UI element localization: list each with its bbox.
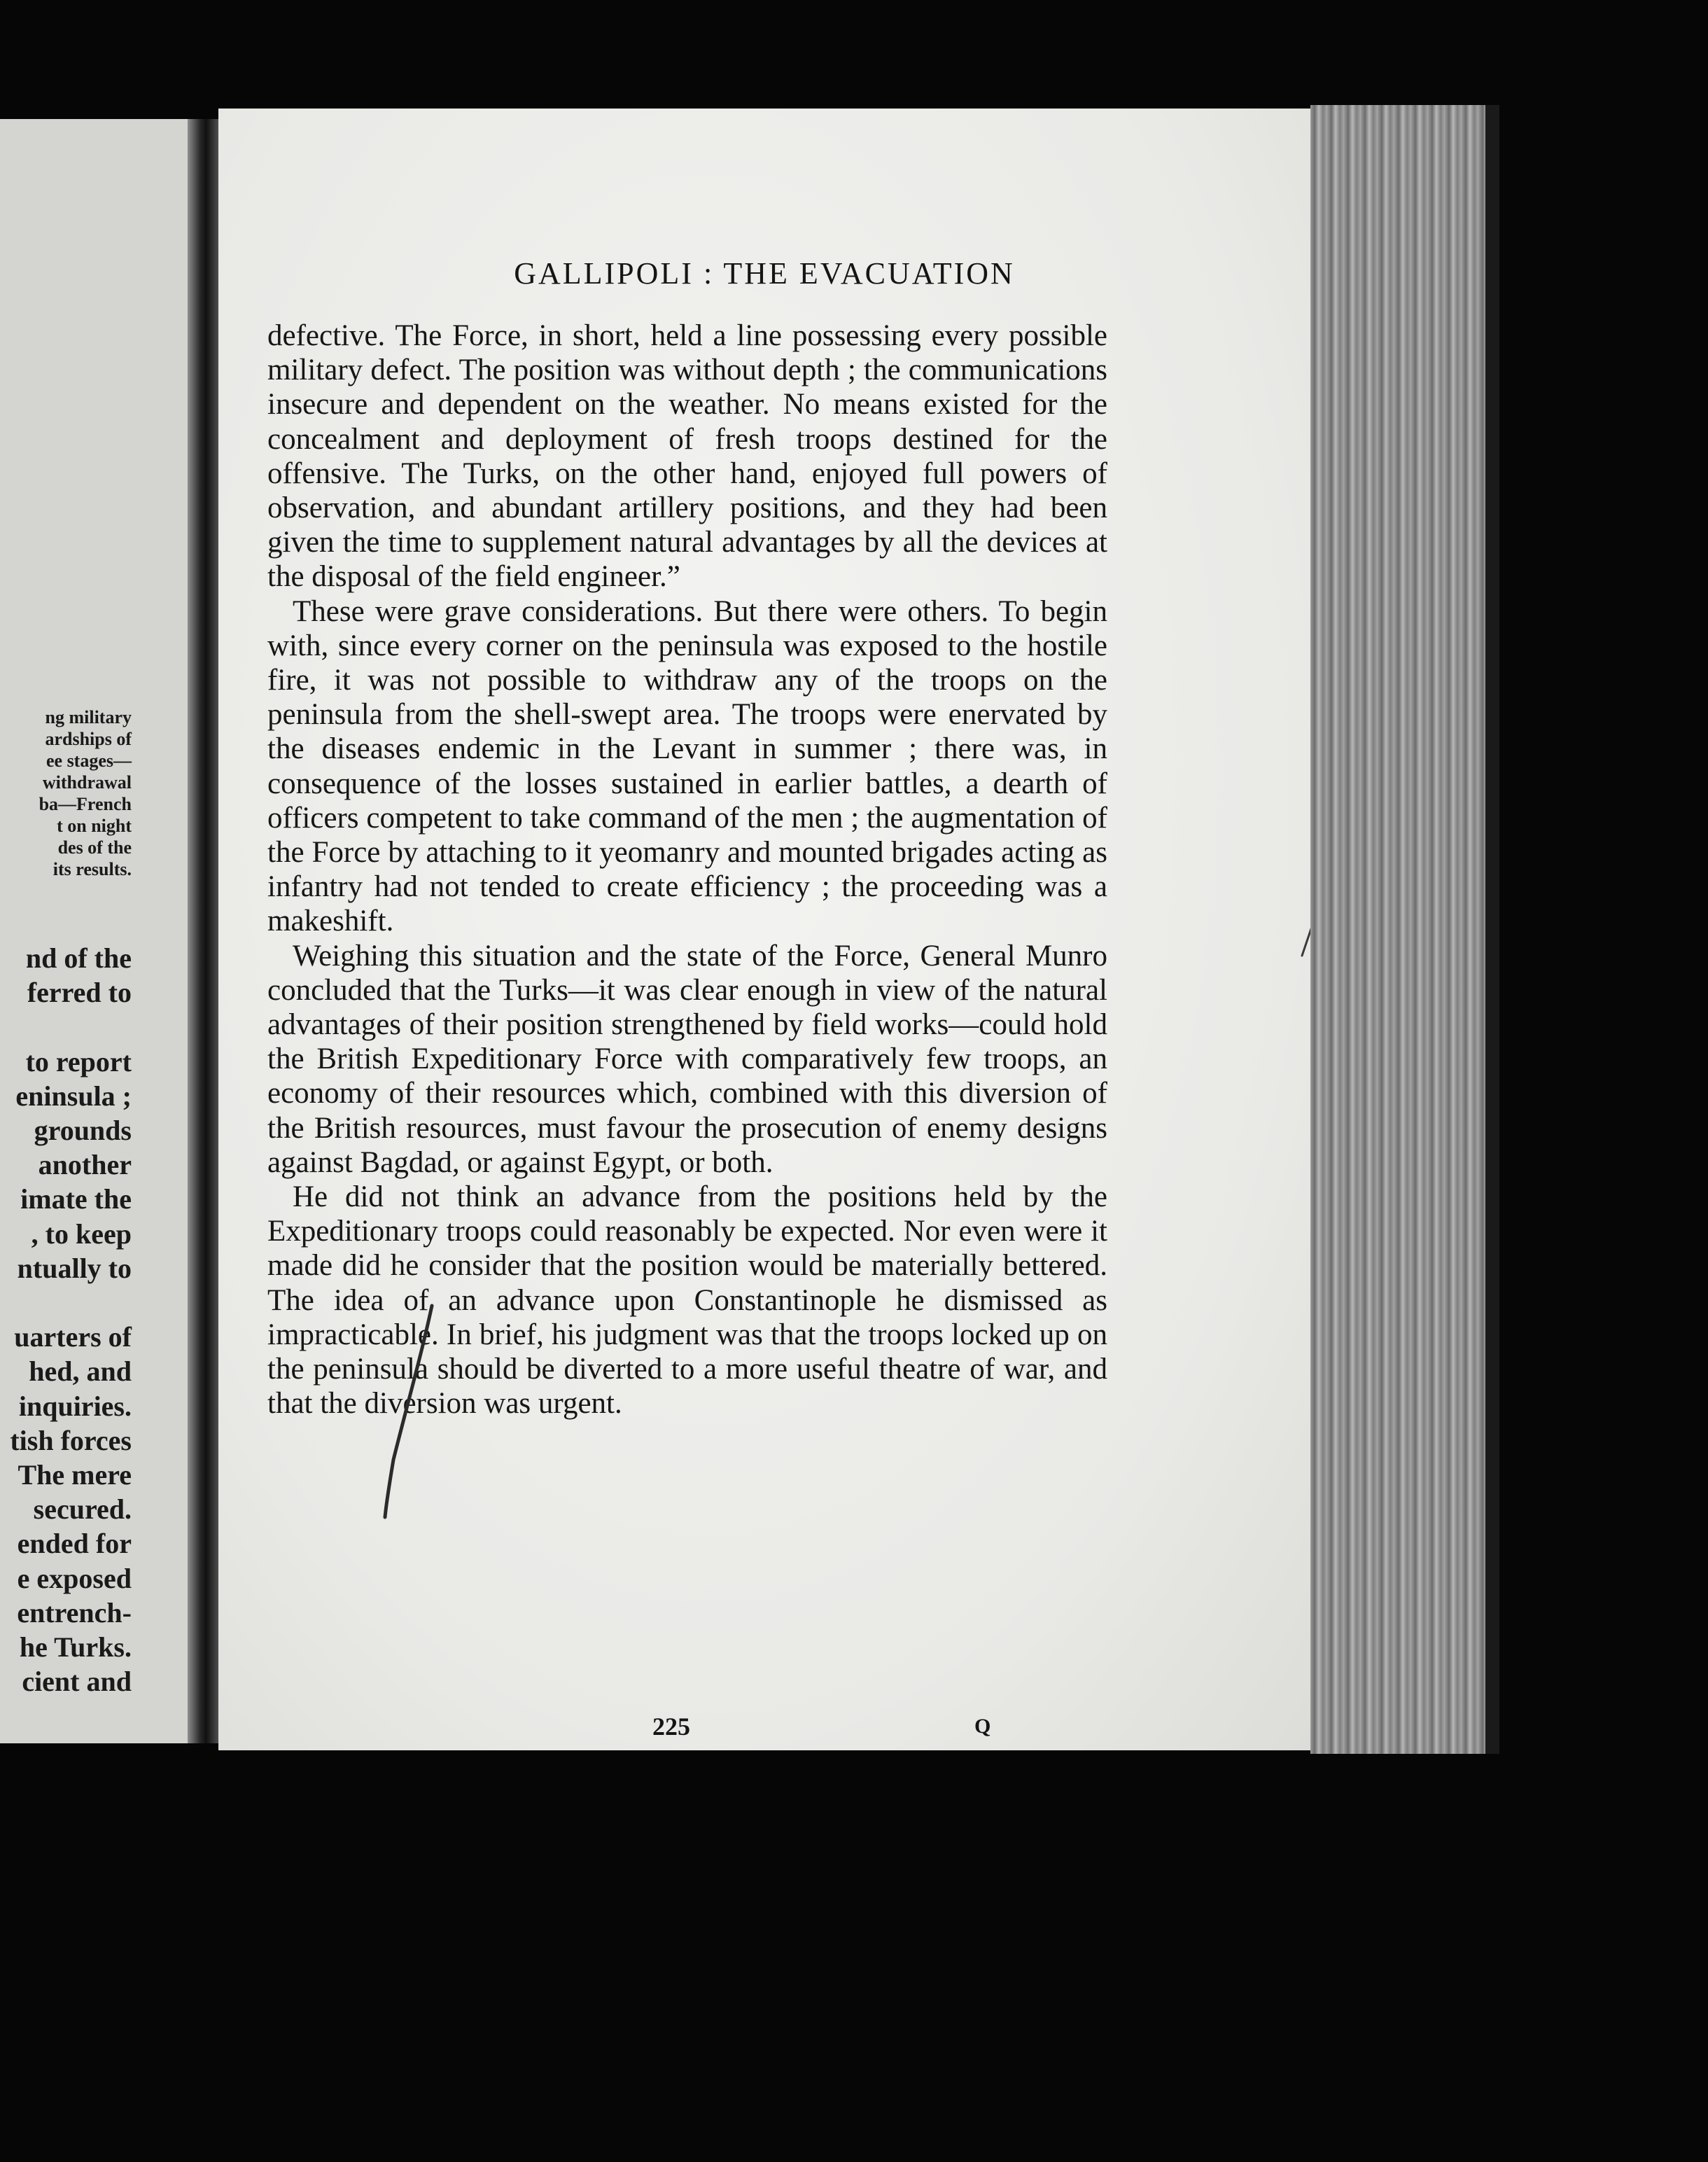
- marginal-summary-line: t on night: [57, 816, 132, 836]
- previous-page-line: entrench-: [17, 1596, 132, 1629]
- previous-page-line: tish forces: [10, 1424, 132, 1456]
- paragraph-4: He did not think an advance from the positions held by the Expeditionary troops could reasonably be expected. Nor even were it made did he consider that the position would be materially bettered. The idea of an advance upon Constantinople he dismissed as impracticable. In brief, his judgment was that the troops locked up on the peninsula should be diverted to a more useful theatre of war, and that the diversion was urgent.: [267, 1180, 1107, 1421]
- marginal-summary-line: its results.: [52, 859, 132, 879]
- book-cover-edge: [1485, 105, 1499, 1754]
- page-body: [267, 319, 1107, 1421]
- previous-page-line: hed, and: [29, 1355, 132, 1388]
- page-edges: [1310, 105, 1485, 1754]
- marginal-summary-line: des of the: [57, 837, 132, 858]
- previous-page-line: grounds: [34, 1115, 132, 1146]
- paragraph-1: defective. The Force, in short, held a line possessing every possible military defect. The position was without depth ; the communications insecure and dependent on the weather. No means existed for the concealment and deployment of fresh troops destined for the offensive. The Turks, on the other hand, enjoyed full powers of observation, and abundant artillery positions, and they had been given the time to supplement natural advantages by all the devices at the disposal of the field engineer.”: [267, 319, 1107, 594]
- running-head: GALLIPOLI : THE EVACUATION: [514, 256, 1015, 291]
- marginal-summary-line: ee stages—: [46, 751, 132, 771]
- previous-page-fragment: [0, 119, 188, 1743]
- previous-page-line: he Turks.: [19, 1631, 132, 1663]
- page-number: 225: [652, 1713, 690, 1741]
- previous-page-line: secured.: [33, 1493, 132, 1526]
- signature-mark: Q: [974, 1715, 991, 1738]
- previous-page-line: ferred to: [27, 977, 132, 1009]
- marginal-summary-line: withdrawal: [42, 772, 132, 793]
- previous-page-line: cient and: [22, 1666, 132, 1698]
- previous-page-line: to report: [25, 1045, 132, 1077]
- previous-page-line: eninsula ;: [15, 1080, 132, 1112]
- book-page: [218, 109, 1310, 1750]
- marginal-summary-line: ardships of: [45, 729, 132, 749]
- previous-page-line: e exposed: [17, 1562, 132, 1594]
- marginal-summary-line: ng military: [45, 707, 132, 727]
- previous-page-line: nd of the: [25, 942, 132, 974]
- previous-page-line: ended for: [17, 1528, 132, 1560]
- previous-page-line: The mere: [18, 1459, 132, 1491]
- previous-page-line: , to keep: [31, 1218, 132, 1250]
- marginal-summary-line: ba—French: [38, 794, 132, 814]
- previous-page-line: another: [38, 1149, 132, 1181]
- previous-page-line: uarters of: [14, 1321, 132, 1353]
- book-gutter: [188, 119, 218, 1743]
- paragraph-2: These were grave considerations. But there were others. To begin with, since every corner on the peninsula was exposed to the hostile fire, it was not possible to withdraw any of the troops on the peninsula from the shell-swept area. The troops were enervated by the diseases endemic in the Levant in summer ; there was, in consequence of the losses sustained in earlier battles, a dearth of officers competent to take command of the men ; the augmentation of the Force by attaching to it yeomanry and mounted brigades acting as infantry had not tended to create efficiency ; the proceeding was a makeshift.: [267, 594, 1107, 938]
- previous-page-line: ntually to: [17, 1252, 132, 1284]
- paragraph-3: Weighing this situation and the state of the Force, General Munro concluded that the Turks—it was clear enough in view of the natural advantages of their position strengthened by field works—could hold the British Expeditionary Force with comparatively few troops, an economy of their resources which, combined with this diversion of the British resources, must favour the prosecution of enemy designs against Bagdad, or against Egypt, or both.: [267, 939, 1107, 1179]
- previous-page-line: inquiries.: [18, 1390, 132, 1422]
- previous-page-line: imate the: [20, 1183, 132, 1215]
